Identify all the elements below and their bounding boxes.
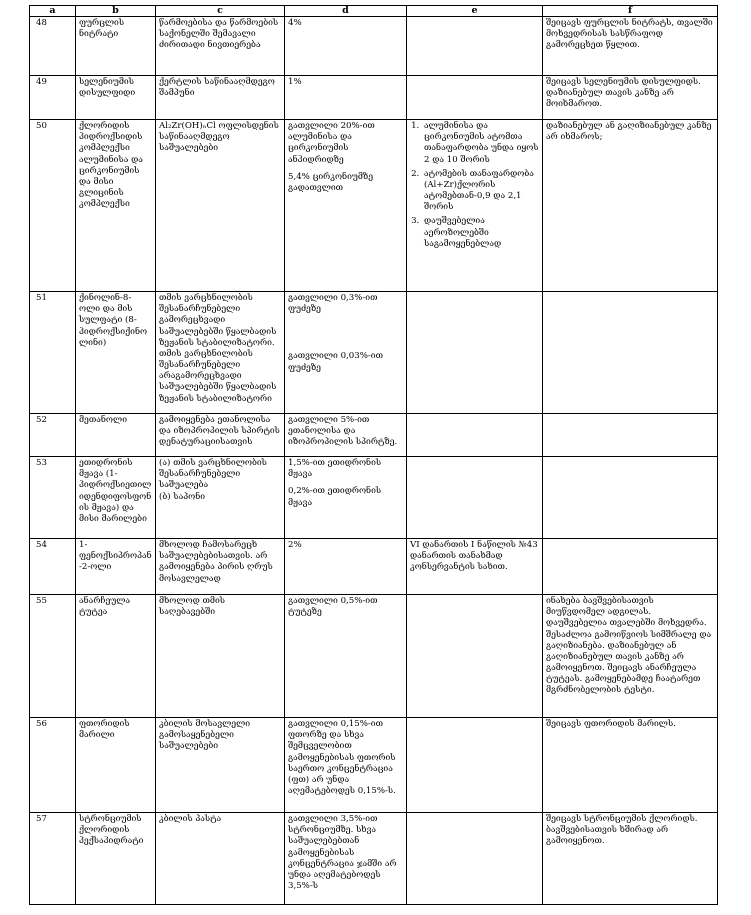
- label-warnings: [543, 414, 718, 457]
- other-limitations: [407, 414, 543, 457]
- product-type: წარმოებისა და წარმოების საქონელში შემავალი ძირითადი ნივთიერება: [156, 17, 285, 76]
- max-concentration: გათვლილი 0,5%-ით ტუტეზე: [285, 595, 407, 718]
- product-type: გამოიყენება ეთანოლისა და იზოპროპილის სპირტის დენატურაციისათვის: [156, 414, 285, 457]
- table-row: [30, 718, 718, 813]
- row-number: 56: [30, 718, 76, 813]
- other-limitations: [407, 813, 543, 905]
- row-number: 48: [30, 17, 76, 76]
- row-number: 54: [30, 539, 76, 595]
- max-concentration: [285, 457, 407, 539]
- substance-name: ქინოლინ-8-ოლი და მის სულფატი (8-ჰიდროქსიქინოლინი): [76, 292, 156, 414]
- list-item: 3. დაუშვებელია აეროზოლებში საგამოყენებლად: [422, 216, 539, 250]
- max-concentration: 4%: [285, 17, 407, 76]
- substance-name: მეთანოლი: [76, 414, 156, 457]
- other-limitations: [407, 17, 543, 76]
- product-type: [156, 457, 285, 539]
- column-header-b: b: [76, 6, 156, 17]
- label-warnings: [543, 539, 718, 595]
- other-limitations: [407, 292, 543, 414]
- substance-name: ფთორიდის მარილი: [76, 718, 156, 813]
- row-number: 50: [30, 120, 76, 292]
- max-concentration: [285, 292, 407, 414]
- table-row: [30, 539, 718, 595]
- concentration-line: 0,2%-ით ეთიდრონის მჟავა: [288, 486, 382, 508]
- product-type: კბილის მოსავლელი გამოსაყენებელი საშუალებები: [156, 718, 285, 813]
- row-number: 51: [30, 292, 76, 414]
- table-row: [30, 292, 718, 414]
- column-header-e: e: [407, 6, 543, 17]
- label-warnings: შეიცავს ფთორიდის მარილს.: [543, 718, 718, 813]
- other-limitations: [407, 120, 543, 292]
- product-type: თმის ვარცხნილობის შესანარჩუნებელი გამორეცხვადი საშუალებებში წყალბადის ზეჟანის სტაბილიზატორი. თმის ვარცხნილობის შესანარჩუნებელი არაგამორეცხვადი საშუალებებში წყალბადის ზეჟანის სტაბილიზატორი: [156, 292, 285, 414]
- substance-name: ქლორიდის ჰიდროქსიდის კომპლექსი ალუმინისა და ცირკონიუმის და მისი გლიცინის კომპლექსი: [76, 120, 156, 292]
- product-type: ქერტლის საწინააღმდეგო შამპუნი: [156, 76, 285, 120]
- column-header-f: f: [543, 6, 718, 17]
- criteria-list: [410, 121, 539, 250]
- table-row: [30, 76, 718, 120]
- label-warnings: [543, 457, 718, 539]
- substance-name: ფურცლის ნიტრატი: [76, 17, 156, 76]
- row-number: 57: [30, 813, 76, 905]
- substance-name: სტრონციუმის ქლორიდის ჰექსაჰიდრატი: [76, 813, 156, 905]
- max-concentration: 2%: [285, 539, 407, 595]
- list-item: 1. ალუმინისა და ცირკონიუმის ატომთა თანაფარდობა უნდა იყოს 2 და 10 შორის: [422, 121, 539, 166]
- product-type-line: (ბ) საპონი: [159, 491, 206, 502]
- other-limitations: VI დანართის I ნაწილის №43 დანართის თანახმად კონსერვანტის სახით.: [407, 539, 543, 595]
- max-concentration: გათვლილი 5%-ით ეთანოლისა და იზოპროპილის სპირტზე.: [285, 414, 407, 457]
- product-type: მხოლოდ ჩამოსარეცხ საშუალებებისათვის. არ გამოიყენება პირის ღრუს მოსავლელად: [156, 539, 285, 595]
- other-limitations: [407, 718, 543, 813]
- spacer: [288, 321, 403, 351]
- column-header-a: a: [30, 6, 76, 17]
- product-type-line: (ა) თმის ვარცხნილობის შესანარჩუნებელი საშუალება: [159, 458, 267, 491]
- concentration-line: გათვლილი 0,03%-ით ფუძეზე: [288, 351, 383, 373]
- max-concentration: გათვლილი 0,15%-ით ფთორზე და სხვა შემცველობით გამოყენებისას ფთორის საერთო კონცენტრაცია (ფთ) არ უნდა აღემატებოდეს 0,15%-ს.: [285, 718, 407, 813]
- product-type: მხოლოდ თმის საღებავებში: [156, 595, 285, 718]
- list-item: 2. ატომების თანაფარდობა (Al+Zr)ქლორის ატომებთან-0,9 და 2,1 შორის: [422, 169, 539, 214]
- substance-name: 1-ფენოქსიპროპან-2-ოლი: [76, 539, 156, 595]
- column-header-c: c: [156, 6, 285, 17]
- concentration-line: გათვლილი 0,3%-ით ფუძეზე: [288, 293, 378, 315]
- table-row: [30, 813, 718, 905]
- other-limitations: [407, 595, 543, 718]
- max-concentration: 1%: [285, 76, 407, 120]
- product-type: Al₂Zr(OH)ₙCl ოფლისდენის საწინააღმდეგო საშუალებები: [156, 120, 285, 292]
- substance-name: სელენიუმის დისულფიდი: [76, 76, 156, 120]
- label-warnings: დაზიანებულ ან გაღიზიანებულ კანზე არ იხმაროს;: [543, 120, 718, 292]
- substance-name: ეთიდრონის მჟავა (1-ჰიდროქსიეთილიდენდიფოსფონის მჟავა) და მისი მარილები: [76, 457, 156, 539]
- header-row: [30, 6, 718, 17]
- table-row: [30, 457, 718, 539]
- row-number: 52: [30, 414, 76, 457]
- max-concentration: გათვლილი 3,5%-ით სტრონციუმზე. სხვა საშუალებებთან გამოყენებისას კონცენტრაცია ჯამში არ უნდა აღემატებოდეს 3,5%-ს: [285, 813, 407, 905]
- row-number: 53: [30, 457, 76, 539]
- label-warnings: შეიცავს სტრონციუმის ქლორიდს. ბავშვებისათვის ხშირად არ გამოიყენოთ.: [543, 813, 718, 905]
- substance-name: ანარჩეულა ტუტეა: [76, 595, 156, 718]
- label-warnings: ინახება ბავშვებისათვის მიუწვდომელ ადგილას. დაუშვებელია თვალებში მოხვედრა. შესაძლოა გამოიწვიოს სიმშრალე და გაღიზიანება. დაზიანებულ ან გაღიზიანებულ თავის კანზე არ გამოიყენოთ. შეიცავს ანარჩეულა ტუტეას. გამოყენებამდე ჩაატარეთ მგრძნობელობის ტესტი.: [543, 595, 718, 718]
- regulation-table: [29, 5, 718, 905]
- table-row: [30, 17, 718, 76]
- other-limitations: [407, 457, 543, 539]
- label-warnings: შეიცავს ფურცლის ნიტრატს, თვალში მოხვედრისას სასწრაფოდ გამორეცხეთ წყლით.: [543, 17, 718, 76]
- row-number: 55: [30, 595, 76, 718]
- table-row: [30, 120, 718, 292]
- concentration-line: გათვლილი 20%-ით ალუმინისა და ცირკონიუმის ანჰიდრიდზე: [288, 121, 375, 165]
- concentration-line: 5,4% ცირკონიუმზე გადათვლით: [288, 171, 374, 193]
- product-type: კბილის პასტა: [156, 813, 285, 905]
- label-warnings: შეიცავს სელენიუმის დისულფიდს. დაზიანებულ თავის კანზე არ მოიხმაროთ.: [543, 76, 718, 120]
- other-limitations: [407, 76, 543, 120]
- max-concentration: [285, 120, 407, 292]
- column-header-d: d: [285, 6, 407, 17]
- concentration-line: 1,5%-ით ეთიდრონის მჟავა: [288, 458, 382, 480]
- table-row: [30, 414, 718, 457]
- label-warnings: [543, 292, 718, 414]
- row-number: 49: [30, 76, 76, 120]
- table-row: [30, 595, 718, 718]
